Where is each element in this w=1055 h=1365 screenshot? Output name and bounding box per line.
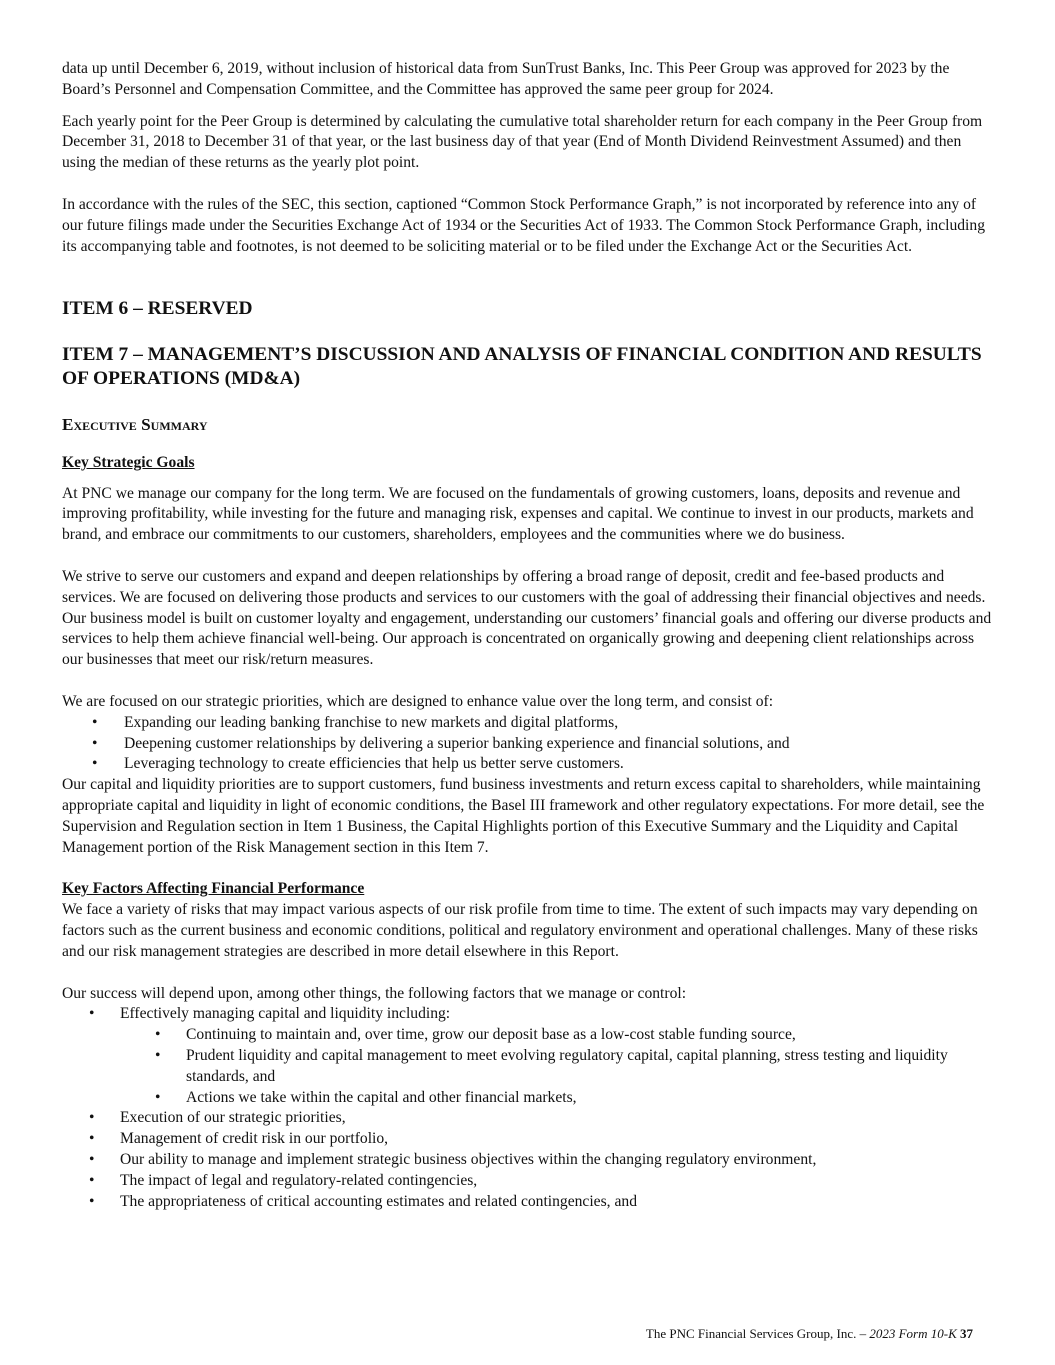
list-item: • Actions we take within the capital and other financial markets, xyxy=(62,1088,994,1109)
strategic-priorities-list xyxy=(62,713,994,775)
key-strategic-goals-section xyxy=(62,453,994,859)
success-factors-list xyxy=(62,1004,994,1025)
list-item: • Deepening customer relationships by delivering a superior banking experience and financial solutions, and xyxy=(62,734,994,755)
list-item: • The appropriateness of critical accounting estimates and related contingencies, and xyxy=(62,1192,994,1213)
item-6-heading: ITEM 6 – RESERVED xyxy=(62,298,253,320)
list-item: • Our ability to manage and implement strategic business objectives within the changing regulatory environment, xyxy=(62,1150,994,1171)
list-item: • Execution of our strategic priorities, xyxy=(62,1108,994,1129)
document-page xyxy=(62,59,994,1212)
customers-paragraph: We strive to serve our customers and expand and deepen relationships by offering a broad range of deposit, credit and fee-based products and services. We are focused on delivering those products and services to our customers with the goal of addressing their financial objectives and needs. Our business model is built on customer loyalty and engagement, understanding our customers’ financial goals and offering our diverse products and services to help them achieve financial well-being. Our approach is concentrated on organically growing and deepening client relationships across our businesses that meet our risk/return measures. xyxy=(62,568,992,669)
risks-paragraph: We face a variety of risks that may impact various aspects of our risk profile from time to time. The extent of such impacts may vary depending on factors such as the current business and economic conditions, political and regulatory environment and operational challenges. Many of these risks and our risk management strategies are described in more detail elsewhere in this Report. xyxy=(62,901,978,960)
list-item: • Prudent liquidity and capital management to meet evolving regulatory capital, capital planning, stress testing and liquidity standards, and xyxy=(62,1046,994,1088)
list-item: • Management of credit risk in our portfolio, xyxy=(62,1129,994,1150)
key-factors-section xyxy=(62,879,994,1212)
capital-liquidity-paragraph: Our capital and liquidity priorities are to support customers, fund business investments and return excess capital to shareholders, while maintaining appropriate capital and liquidity in light of economic conditions, the Basel III framework and other regulatory expectations. For more detail, see the Supervision and Regulation section in Item 1 Business, the Capital Highlights portion of this Executive Summary and the Liquidity and Capital Management portion of the Risk Management section in this Item 7. xyxy=(62,776,985,856)
list-item: • Continuing to maintain and, over time, grow our deposit base as a low-cost stable funding source, xyxy=(62,1025,994,1046)
peer-group-paragraph: data up until December 6, 2019, without inclusion of historical data from SunTrust Banks, Inc. This Peer Group was approved for 2023 by the Board’s Personnel and Compensation Committee, and the Committee has approved the same peer group for 2024. xyxy=(62,60,950,98)
page-footer xyxy=(646,1326,973,1342)
success-factors-intro: Our success will depend upon, among other things, the following factors that we manage or control: xyxy=(62,984,687,1002)
list-item: • The impact of legal and regulatory-related contingencies, xyxy=(62,1171,994,1192)
item-7-heading: ITEM 7 – MANAGEMENT’S DISCUSSION AND ANALYSIS OF FINANCIAL CONDITION AND RESULTS OF OPERATIONS (MD&A) xyxy=(62,343,982,390)
yearly-point-paragraph: Each yearly point for the Peer Group is determined by calculating the cumulative total shareholder return for each company in the Peer Group from December 31, 2018 to December 31 of that year, or the last business day of that year (End of Month Dividend Reinvestment Assumed) and then using the median of these returns as the yearly plot point. xyxy=(62,112,983,172)
page-number: 37 xyxy=(960,1326,973,1341)
key-factors-heading: Key Factors Affecting Financial Performance xyxy=(62,880,365,898)
list-item-text: Effectively managing capital and liquidity including: xyxy=(120,1005,451,1023)
strategic-priorities-intro: We are focused on our strategic priorities, which are designed to enhance value over the long term, and consist of: xyxy=(62,693,774,711)
key-strategic-goals-heading: Key Strategic Goals xyxy=(62,453,195,471)
sec-rules-paragraph: In accordance with the rules of the SEC, this section, captioned “Common Stock Performance Graph,” is not incorporated by reference into any of our future filings made under the Securities Exchange Act of 1934 or the Securities Act of 1933. The Common Stock Performance Graph, including its accompanying table and footnotes, is not deemed to be soliciting material or to be filed under the Exchange Act or the Securities Act. xyxy=(62,195,985,255)
footer-form: 2023 Form 10-K xyxy=(869,1326,957,1341)
footer-company: The PNC Financial Services Group, Inc. – xyxy=(645,1326,867,1341)
executive-summary-heading: Executive Summary xyxy=(62,414,208,434)
other-factors-list xyxy=(62,1108,994,1212)
list-item xyxy=(62,1004,994,1025)
list-item: • Expanding our leading banking franchise to new markets and digital platforms, xyxy=(62,713,994,734)
list-item: • Leveraging technology to create efficiencies that help us better serve customers. xyxy=(62,754,994,775)
long-term-paragraph: At PNC we manage our company for the long term. We are focused on the fundamentals of growing customers, loans, deposits and revenue and improving profitability, while investing for the future and managing risk, expenses and capital. We continue to invest in our products, markets and brand, and embrace our commitments to our customers, shareholders, employees and the communities where we do business. xyxy=(62,484,974,544)
capital-liquidity-sublist xyxy=(62,1025,994,1108)
